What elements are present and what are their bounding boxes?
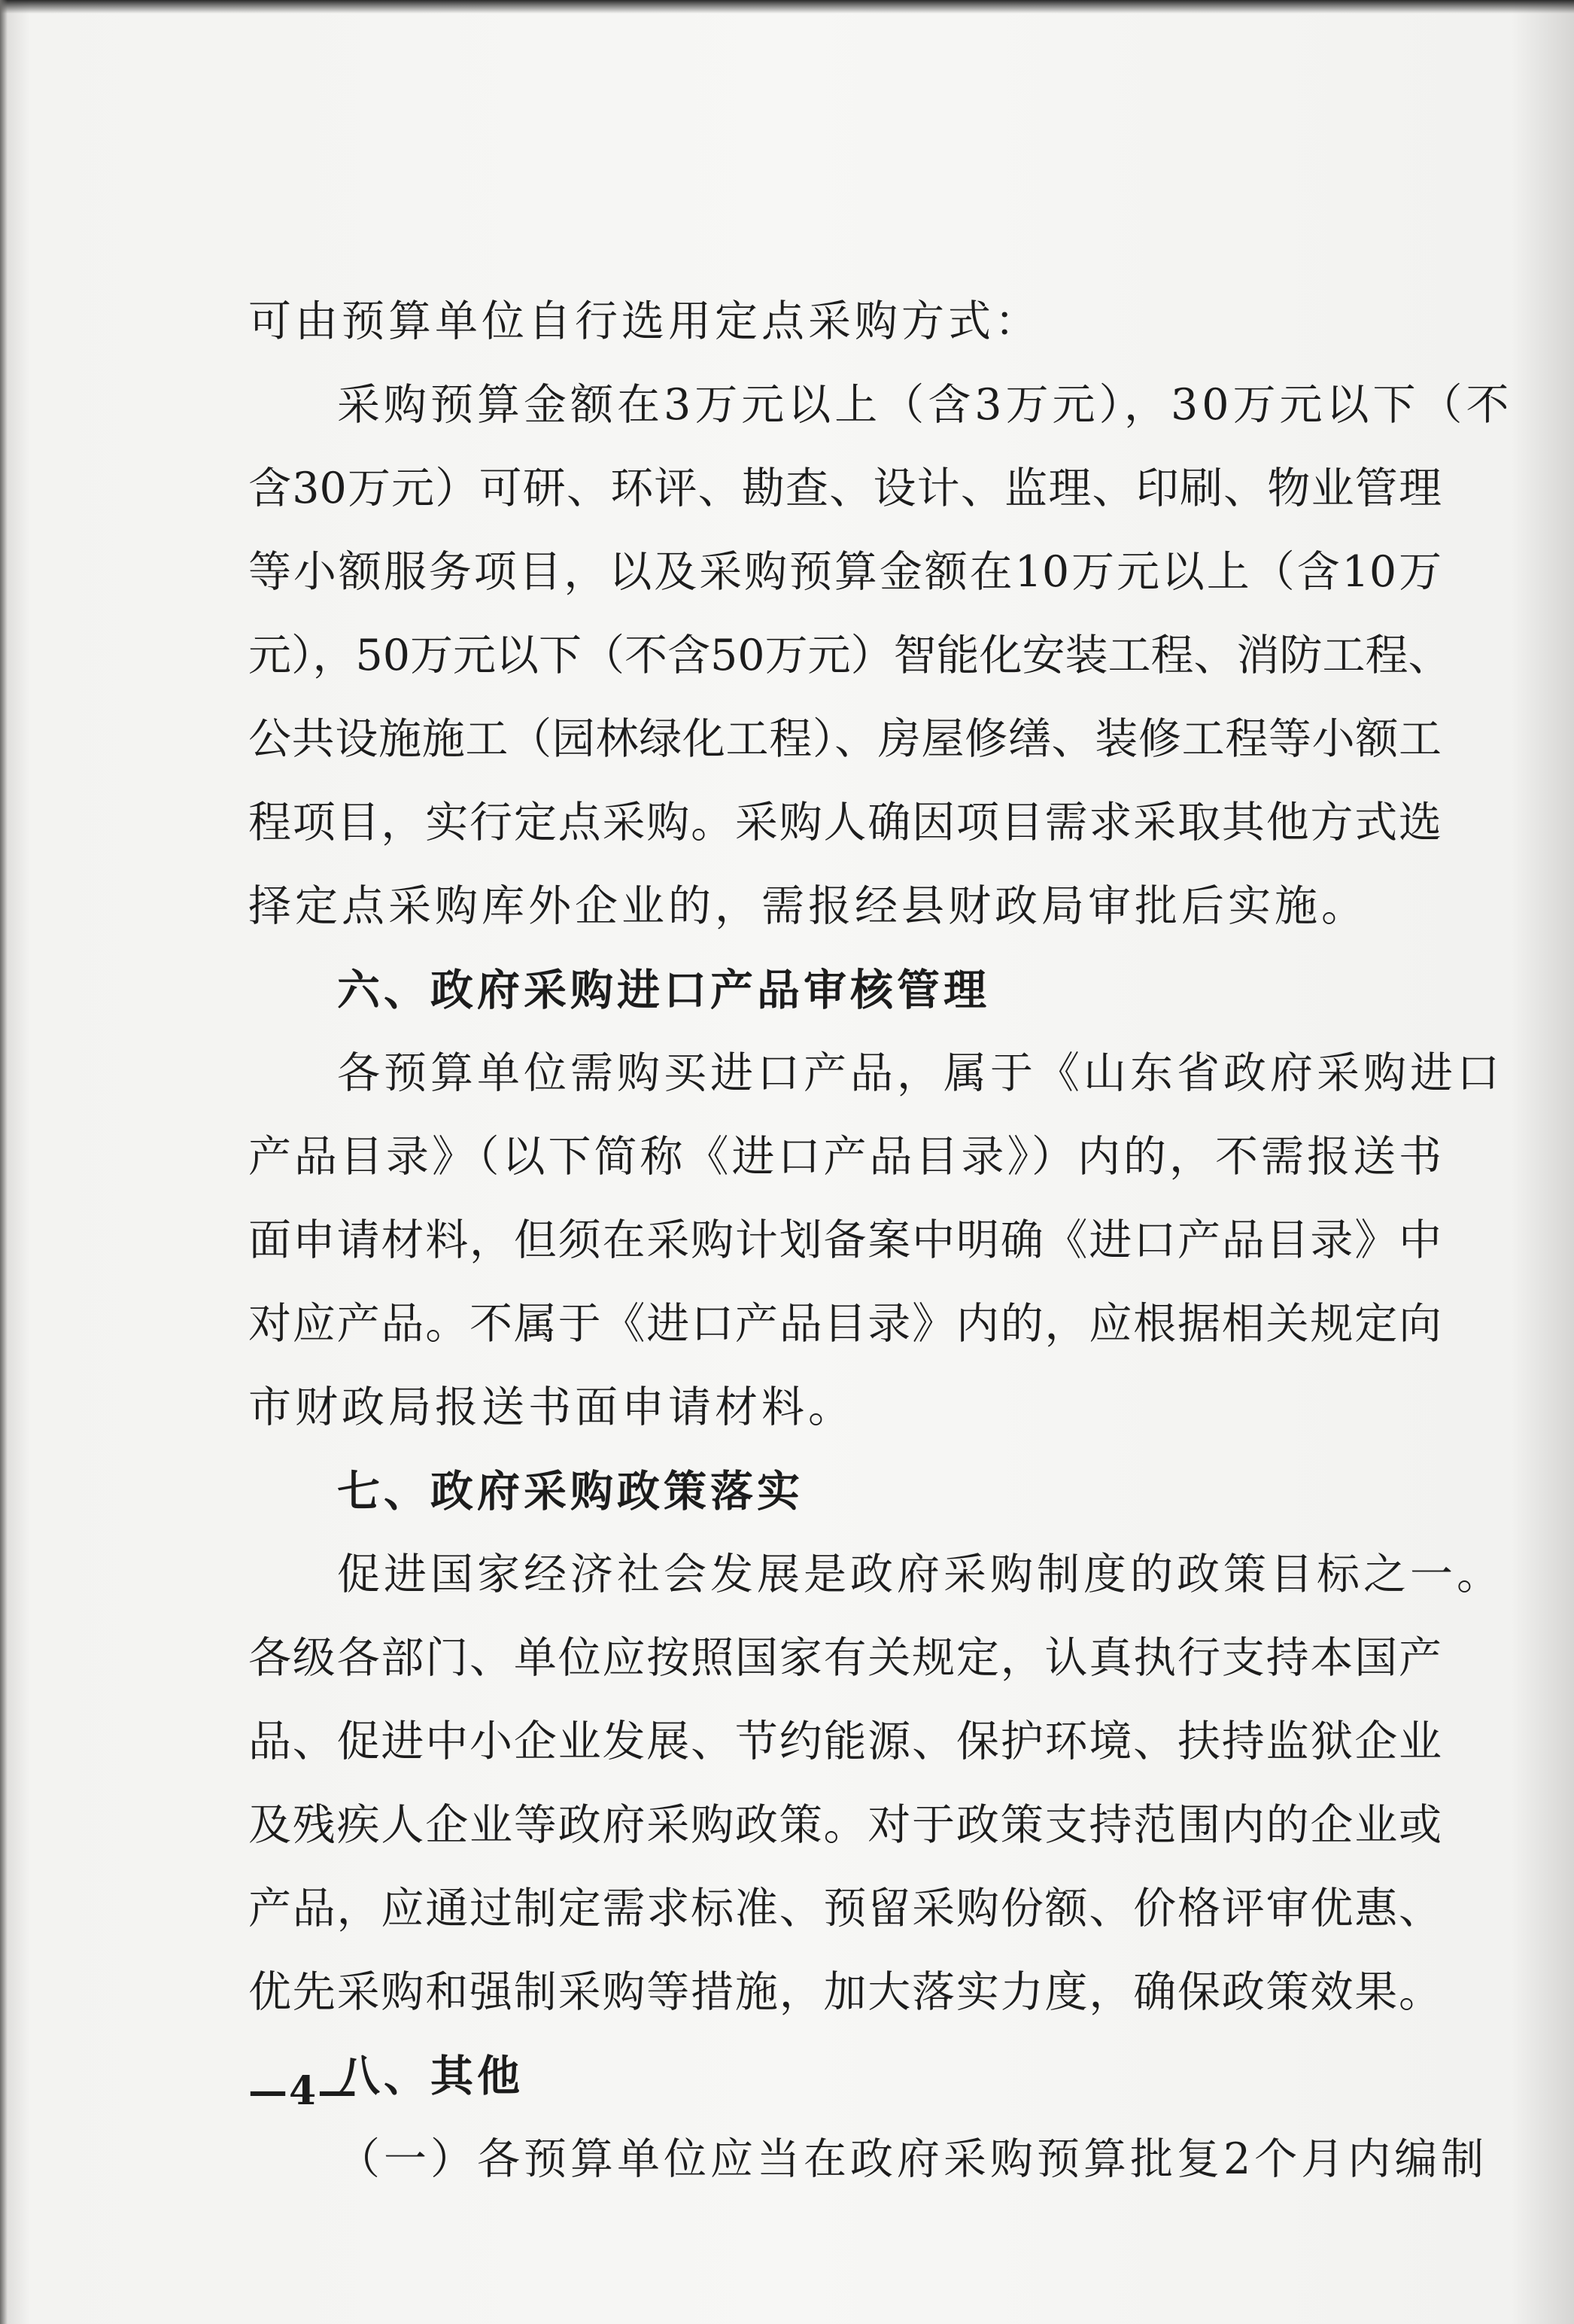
text-line: 公共设施施工（园林绿化工程）、房屋修缮、装修工程等小额工 — [248, 714, 1442, 764]
text-line: 程项目，实行定点采购。采购人确因项目需求采取其他方式选 — [248, 798, 1442, 847]
section-heading: 八、其他 — [337, 2051, 524, 2101]
text-line: 元），50万元以下（不含50万元）智能化安装工程、消防工程、 — [248, 631, 1451, 680]
text-line: 品、促进中小企业发展、节约能源、保护环境、扶持监狱企业 — [248, 1717, 1442, 1766]
document-body — [248, 280, 1513, 2201]
section-heading: 六、政府采购进口产品审核管理 — [337, 965, 990, 1015]
text-line: （一）各预算单位应当在政府采购预算批复2个月内编制 — [337, 2134, 1488, 2184]
text-line: 对应产品。不属于《进口产品目录》内的，应根据相关规定向 — [248, 1299, 1442, 1349]
text-line: 产品，应通过制定需求标准、预留采购份额、价格评审优惠、 — [248, 1884, 1442, 1933]
text-line: 市财政局报送书面申请材料。 — [248, 1383, 855, 1432]
section-heading: 七、政府采购政策落实 — [337, 1466, 804, 1516]
page-number: —4— — [248, 2068, 359, 2114]
text-line: 含30万元）可研、环评、勘查、设计、监理、印刷、物业管理 — [248, 464, 1442, 513]
scan-left-edge — [0, 0, 8, 2324]
text-line: 优先采购和强制采购等措施，加大落实力度，确保政策效果。 — [248, 1967, 1442, 2017]
text-line: 各预算单位需购买进口产品，属于《山东省政府采购进口 — [337, 1048, 1503, 1098]
text-line: 促进国家经济社会发展是政府采购制度的政策目标之一。 — [337, 1550, 1503, 1599]
text-line: 产品目录》（以下简称《进口产品目录》）内的，不需报送书 — [248, 1132, 1442, 1182]
text-line: 等小额服务项目，以及采购预算金额在10万元以上（含10万 — [248, 547, 1442, 597]
scan-top-shadow — [0, 0, 1574, 14]
text-line: 及残疾人企业等政府采购政策。对于政策支持范围内的企业或 — [248, 1800, 1442, 1850]
text-line: 各级各部门、单位应按照国家有关规定，认真执行支持本国产 — [248, 1633, 1442, 1683]
text-line: 面申请材料，但须在采购计划备案中明确《进口产品目录》中 — [248, 1215, 1442, 1265]
text-line: 择定点采购库外企业的，需报经县财政局审批后实施。 — [248, 881, 1368, 931]
text-line: 可由预算单位自行选用定点采购方式： — [248, 297, 1041, 346]
text-line: 采购预算金额在3万元以上（含3万元），30万元以下（不 — [337, 380, 1513, 430]
